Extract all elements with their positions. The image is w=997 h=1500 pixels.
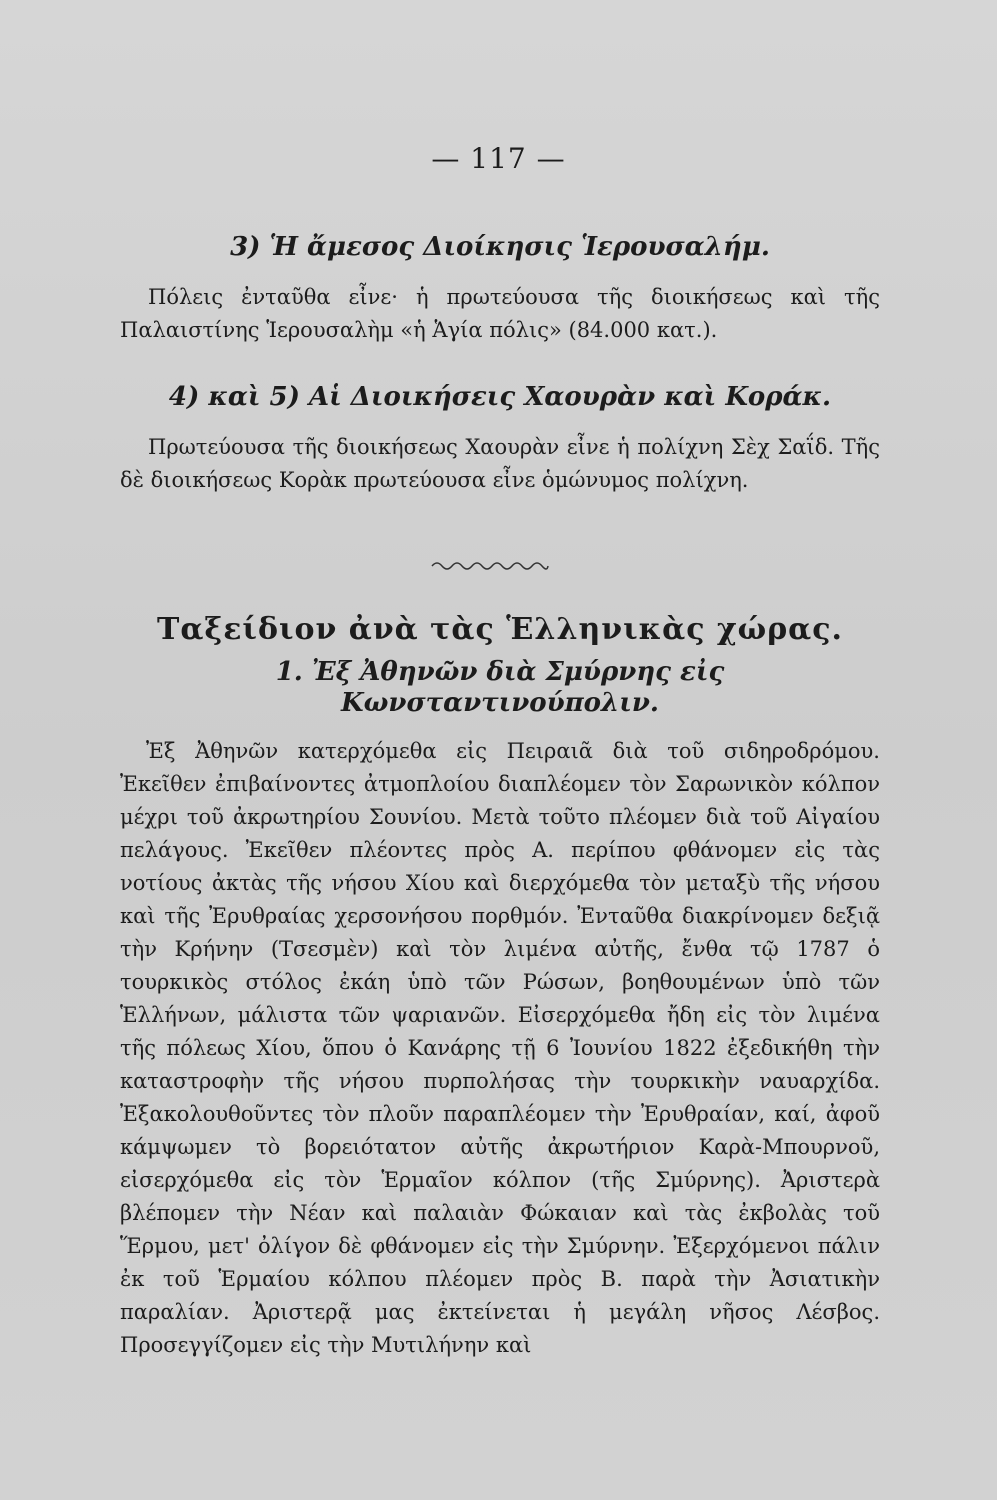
section-travel [120,612,880,1362]
page-number: — 117 — [431,142,566,175]
section-heading: 4) καὶ 5) Αἱ Διοικήσεις Χαουρὰν καὶ Κοράκ. [168,382,832,412]
section-hauran-karak [120,382,880,497]
section-text: Πρωτεύουσα τῆς διοικήσεως Χαουρὰν εἶνε ἡ πολίχνη Σὲχ Σαΐδ. Τῆς δὲ διοικήσεως Κορὰκ πρωτεύουσα εἶνε ὁμώνυμος πολίχνη. [120,435,880,493]
section-text: Ἐξ Ἀθηνῶν κατερχόμεθα εἰς Πειραιᾶ διὰ τοῦ σιδηροδρόμου. Ἐκεῖθεν ἐπιβαίνοντες ἀτμοπλοίου διαπλέομεν τὸν Σαρωνικὸν κόλπον μέχρι τοῦ ἀκρωτηρίου Σουνίου. Μετὰ τοῦτο πλέομεν διὰ τοῦ Αἰγαίου πελάγους. Ἐκεῖθεν πλέοντες πρὸς Α. περίπου φθάνομεν εἰς τὰς νοτίους ἀκτὰς τῆς νήσου Χίου καὶ διερχόμεθα τὸν μεταξὺ τῆς νήσου καὶ τῆς Ἐρυθραίας χερσονήσου πορθμόν. Ἐνταῦθα διακρίνομεν δεξιᾷ τὴν Κρήνην (Τσεσμὲν) καὶ τὸν λιμένα αὐτῆς, ἔνθα τῷ 1787 ὁ τουρκικὸς στόλος ἐκάη ὑπὸ τῶν Ρώσων, βοηθουμένων ὑπὸ τῶν Ἑλλήνων, μάλιστα τῶν ψαριανῶν. Εἰσερχόμεθα ἤδη εἰς τὸν λιμένα τῆς πόλεως Χίου, ὅπου ὁ Κανάρης τῇ 6 Ἰουνίου 1822 ἐξεδικήθη τὴν καταστροφὴν τῆς νήσου πυρπολήσας τὴν τουρκικὴν ναυαρχίδα. Ἐξακολουθοῦντες τὸν πλοῦν παραπλέομεν τὴν Ἐρυθραίαν, καί, ἀφοῦ κάμψωμεν τὸ βορειότατον αὐτῆς ἀκρωτήριον Καρὰ-Μπουρνοῦ, εἰσερχόμεθα εἰς τὸν Ἑρμαῖον κόλπον (τῆς Σμύρνης). Ἀριστερὰ βλέπομεν τὴν Νέαν καὶ παλαιὰν Φώκαιαν καὶ τὰς ἐκβολὰς τοῦ Ἕρμου, μετ' ὀλίγον δὲ φθάνομεν εἰς τὴν Σμύρνην. Ἐξερχόμενοι πάλιν ἐκ τοῦ Ἑρμαίου κόλπου πλέομεν πρὸς Β. παρὰ τὴν Ἀσιατικὴν παραλίαν. Ἀριστερᾷ μας ἐκτείνεται ἡ μεγάλη νῆσος Λέσβος. Προσεγγίζομεν εἰς τὴν Μυτιλήνην καὶ [120,739,880,1358]
section-heading: 3) Ἡ ἄμεσος Διοίκησις Ἱερουσαλήμ. [230,232,770,262]
section-jerusalem [120,232,880,347]
section-heading: 1. Ἐξ Ἀθηνῶν διὰ Σμύρνης εἰς Κωνσταντινούπολιν. [275,657,725,719]
section-text: Πόλεις ἐνταῦθα εἶνε· ἡ πρωτεύουσα τῆς διοικήσεως καὶ τῆς Παλαιστίνης Ἱερουσαλὴμ «ἡ Ἁγία πόλις» (84.000 κατ.). [120,285,880,343]
chapter-heading: Ταξείδιον ἀνὰ τὰς Ἑλληνικὰς χώρας. [157,612,843,647]
decorative-divider [430,560,550,572]
